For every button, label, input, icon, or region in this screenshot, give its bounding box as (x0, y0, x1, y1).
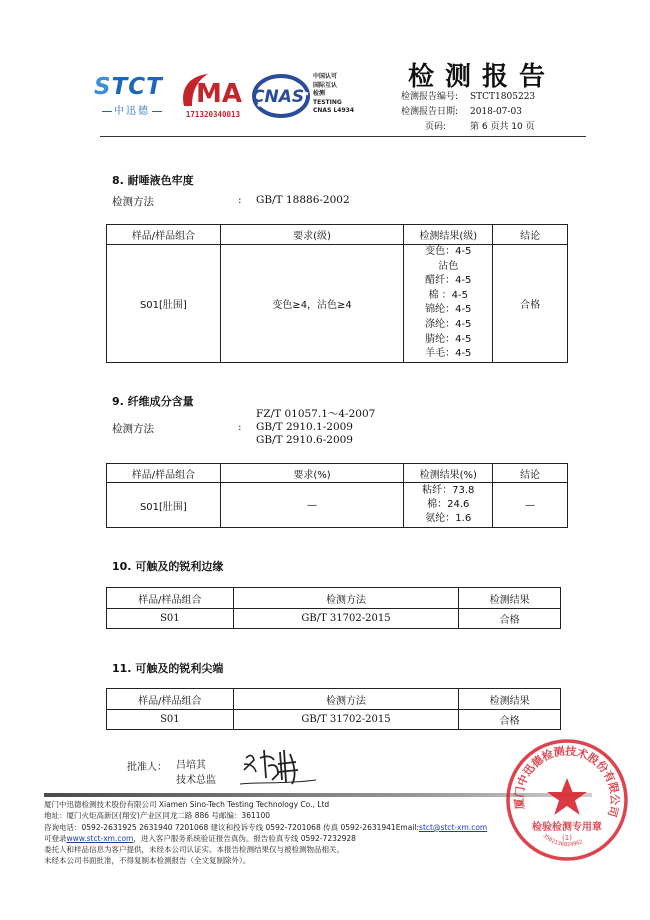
header-divider (100, 136, 586, 137)
footer-address: 地址：厦门火炬高新区(翔安)产业区同龙二路 886 号邮编：361100 (44, 811, 271, 821)
page-number: 第 6 页共 10 页 (470, 122, 535, 132)
table-header-row: 样品/样品组合 检测方法 检测结果 (107, 588, 561, 609)
report-number: STCT1805223 (470, 92, 536, 102)
section-11-table (106, 688, 561, 730)
conclusion: — (493, 483, 568, 528)
footer-website-link[interactable]: www.stct-xm.com (66, 833, 134, 843)
report-date-row: 检测报告日期: 2018-07-03 (384, 105, 535, 120)
section-9-table (106, 463, 568, 528)
cnas-logo (250, 72, 312, 122)
report-title: 检测报告 (408, 62, 557, 92)
official-seal-stamp (503, 736, 631, 864)
table-row: S01 GB/T 31702-2015 合格 (107, 609, 561, 629)
signer-name: 吕培其 (176, 760, 206, 771)
cnas-accreditation-text: 中国认可 国际互认 检测 TESTING CNAS L4934 (313, 73, 355, 114)
handwritten-signature (238, 744, 318, 790)
svg-text:MA: MA (196, 79, 242, 109)
page-number-row: 页码: 第 6 页共 10 页 (384, 120, 535, 135)
cma-logo: MA 171320340013 (178, 70, 248, 124)
section-8-method: 检测方法 : GB/T 18886-2002 (112, 194, 350, 208)
stamp-ring-text: 厦门中迅德检测技术股份有限公司 (512, 744, 622, 819)
section-11-title: 11. 可触及的锐利尖端 (112, 662, 224, 675)
report-meta (384, 90, 535, 135)
footer-contact: 咨询电话：0592-2631925 2631940 7201068 建议和投诉专线 0592-7201068 传真 0592-2631941Email:stct@stct-xm.com (44, 822, 488, 832)
cma-mark-icon (178, 70, 248, 110)
result-list: 粘纤：73.8 棉：24.6 氨纶：1.6 (404, 483, 493, 528)
report-date: 2018-07-03 (470, 107, 522, 117)
footer-company: 厦门中迅德检测技术股份有限公司 Xiamen Sino-Tech Testing Technology Co., Ltd (44, 800, 330, 809)
star-icon (547, 778, 587, 815)
section-9-method: 检测方法 : FZ/T 01057.1～4-2007 GB/T 2910.1-2009 GB/T 2910.6-2009 (112, 408, 376, 446)
table-row: S01 GB/T 31702-2015 合格 (107, 710, 561, 730)
footer-disclaimer-1: 委托人和样品信息为客户提供，未经本公司认证实。本报告检测结果仅与被检测物品相关。 (44, 845, 344, 855)
footer (44, 799, 487, 867)
stamp-number: 3502136024962 (541, 832, 584, 849)
signer-role: 技术总监 (176, 775, 216, 786)
cnas-wordmark: CNAS (252, 87, 305, 107)
footer-disclaimer-2: 未经本公司书面批准，不得复制本检测报告（全文复制除外）。 (44, 856, 251, 866)
section-10-title: 10. 可触及的锐利边缘 (112, 560, 224, 573)
signer-block (176, 758, 216, 788)
approver-label: 批准人： (127, 762, 167, 773)
conclusion: 合格 (493, 245, 568, 363)
footer-email-link[interactable]: stct@stct-xm.com (419, 822, 488, 832)
table-header-row: 样品/样品组合 检测方法 检测结果 (107, 689, 561, 710)
table-row: S01[肚围] 变色≥4，沾色≥4 变色：4-5 沾色 醋纤：4-5 棉 ：4-5 锦纶：4-5 涤纶：4-5 腈纶：4-5 羊毛：4-5 合格 (107, 245, 568, 363)
table-header-row: 样品/样品组合 要求(%) 检测结果(%) 结论 (107, 464, 568, 483)
test-result: 合格 (459, 609, 561, 629)
section-8-title: 8. 耐唾液色牢度 (112, 174, 194, 187)
footer-verify: 可登录www.stct-xm.com，进入客户服务系统验证报告真伪。报告验真专线 0592-7232928 (44, 833, 356, 843)
stamp-center-text: 检验检测专用章 (532, 822, 602, 833)
section-10-table (106, 587, 561, 629)
table-row: S01[肚围] — 粘纤：73.8 棉：24.6 氨纶：1.6 — (107, 483, 568, 528)
report-number-row: 检测报告编号: STCT1805223 (384, 90, 535, 105)
table-header-row: 样品/样品组合 要求(级) 检测结果(级) 结论 (107, 225, 568, 245)
test-result: 合格 (459, 710, 561, 730)
stamp-sub-text: (1) (562, 834, 572, 842)
stct-logo: STCT 中迅德 (94, 74, 163, 117)
section-8-table (106, 224, 568, 363)
section-9-title: 9. 纤维成分含量 (112, 395, 194, 408)
result-list: 变色：4-5 沾色 醋纤：4-5 棉 ：4-5 锦纶：4-5 涤纶：4-5 腈纶：4-5 羊毛：4-5 (404, 245, 493, 363)
